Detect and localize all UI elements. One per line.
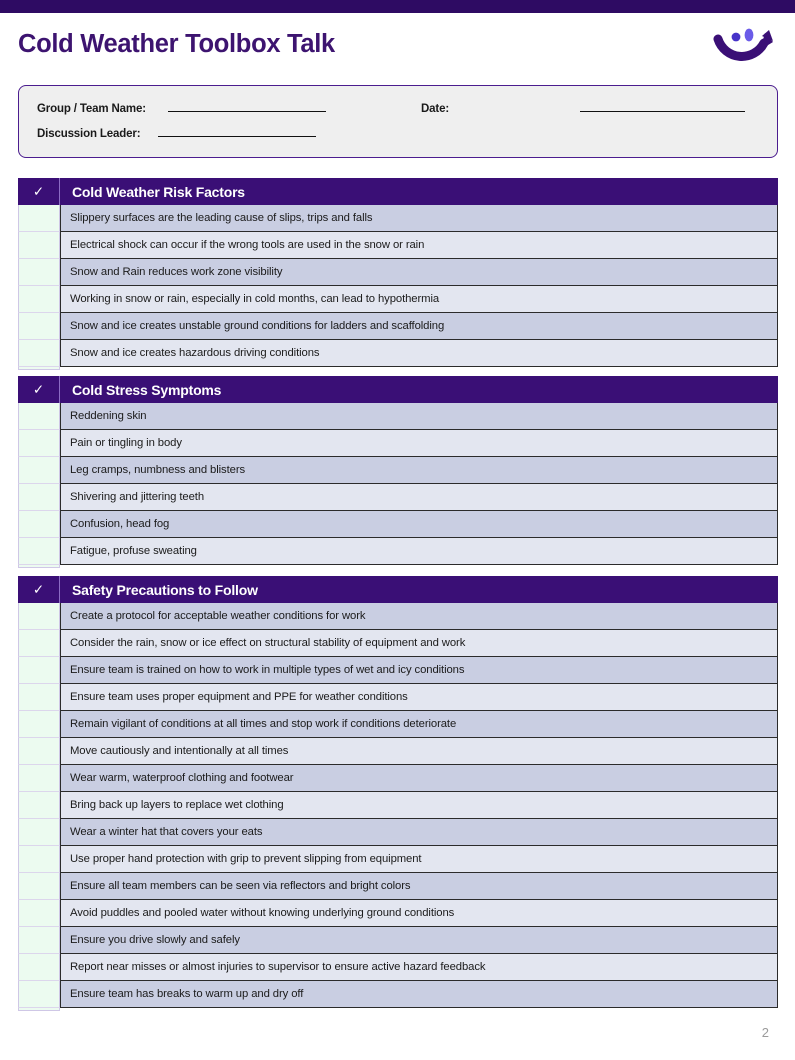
row-text: Move cautiously and intentionally at all times xyxy=(60,738,778,765)
row-checkbox[interactable] xyxy=(18,819,60,846)
section-header xyxy=(18,376,778,403)
group-team-name-field[interactable] xyxy=(37,101,326,115)
checkbox-column-edge xyxy=(18,565,60,568)
row-checkbox[interactable] xyxy=(18,511,60,538)
top-brand-band xyxy=(0,0,795,13)
date-label: Date: xyxy=(421,103,450,115)
row-checkbox[interactable] xyxy=(18,954,60,981)
checkbox-column-edge xyxy=(18,367,60,370)
table-row xyxy=(18,657,778,684)
page-title: Cold Weather Toolbox Talk xyxy=(18,30,335,58)
row-text: Avoid puddles and pooled water without knowing underlying ground conditions xyxy=(60,900,778,927)
row-text: Working in snow or rain, especially in cold months, can lead to hypothermia xyxy=(60,286,778,313)
row-text: Ensure team uses proper equipment and PPE for weather conditions xyxy=(60,684,778,711)
checklist-section-2 xyxy=(18,376,778,568)
date-input[interactable] xyxy=(580,101,745,112)
checklist-section-3 xyxy=(18,576,778,1011)
page-number: 2 xyxy=(761,1025,769,1040)
table-row xyxy=(18,205,778,232)
date-field[interactable] xyxy=(421,101,745,115)
table-row xyxy=(18,792,778,819)
row-checkbox[interactable] xyxy=(18,792,60,819)
row-text: Ensure all team members can be seen via reflectors and bright colors xyxy=(60,873,778,900)
row-checkbox[interactable] xyxy=(18,286,60,313)
table-footer-edge xyxy=(18,565,778,568)
smiley-arrow-logo xyxy=(707,23,781,69)
group-team-name-label: Group / Team Name: xyxy=(37,103,146,115)
row-text: Wear a winter hat that covers your eats xyxy=(60,819,778,846)
discussion-leader-field[interactable] xyxy=(37,126,316,140)
row-checkbox[interactable] xyxy=(18,340,60,367)
row-checkbox[interactable] xyxy=(18,430,60,457)
row-checkbox[interactable] xyxy=(18,232,60,259)
table-row xyxy=(18,684,778,711)
row-text: Remain vigilant of conditions at all times and stop work if conditions deteriorate xyxy=(60,711,778,738)
table-row xyxy=(18,430,778,457)
table-row xyxy=(18,511,778,538)
table-footer-edge xyxy=(18,1008,778,1011)
row-checkbox[interactable] xyxy=(18,630,60,657)
table-row xyxy=(18,538,778,565)
row-checkbox[interactable] xyxy=(18,846,60,873)
document-header xyxy=(0,13,795,82)
footer-spacer xyxy=(60,367,778,370)
check-mark-icon: ✓ xyxy=(18,178,60,205)
row-checkbox[interactable] xyxy=(18,657,60,684)
row-checkbox[interactable] xyxy=(18,259,60,286)
row-text: Pain or tingling in body xyxy=(60,430,778,457)
row-checkbox[interactable] xyxy=(18,603,60,630)
row-checkbox[interactable] xyxy=(18,873,60,900)
row-text: Ensure team is trained on how to work in multiple types of wet and icy conditions xyxy=(60,657,778,684)
row-checkbox[interactable] xyxy=(18,738,60,765)
table-row xyxy=(18,403,778,430)
row-text: Leg cramps, numbness and blisters xyxy=(60,457,778,484)
check-mark-icon: ✓ xyxy=(18,376,60,403)
section-title: Cold Weather Risk Factors xyxy=(72,183,245,200)
table-row xyxy=(18,484,778,511)
footer-spacer xyxy=(60,1008,778,1011)
row-text: Confusion, head fog xyxy=(60,511,778,538)
row-text: Reddening skin xyxy=(60,403,778,430)
table-row xyxy=(18,927,778,954)
row-text: Bring back up layers to replace wet clothing xyxy=(60,792,778,819)
table-row xyxy=(18,738,778,765)
row-checkbox[interactable] xyxy=(18,457,60,484)
row-checkbox[interactable] xyxy=(18,711,60,738)
row-checkbox[interactable] xyxy=(18,484,60,511)
row-checkbox[interactable] xyxy=(18,403,60,430)
section-header xyxy=(18,178,778,205)
table-row xyxy=(18,603,778,630)
table-row xyxy=(18,232,778,259)
section-title: Cold Stress Symptoms xyxy=(72,381,222,398)
row-checkbox[interactable] xyxy=(18,900,60,927)
row-checkbox[interactable] xyxy=(18,927,60,954)
table-row xyxy=(18,286,778,313)
row-text: Wear warm, waterproof clothing and footwear xyxy=(60,765,778,792)
row-text: Fatigue, profuse sweating xyxy=(60,538,778,565)
table-row xyxy=(18,954,778,981)
row-text: Ensure you drive slowly and safely xyxy=(60,927,778,954)
group-team-name-input[interactable] xyxy=(168,101,326,112)
row-checkbox[interactable] xyxy=(18,684,60,711)
row-text: Consider the rain, snow or ice effect on structural stability of equipment and work xyxy=(60,630,778,657)
discussion-leader-label: Discussion Leader: xyxy=(37,128,141,140)
table-row xyxy=(18,873,778,900)
table-row xyxy=(18,819,778,846)
row-checkbox[interactable] xyxy=(18,765,60,792)
check-mark-icon: ✓ xyxy=(18,576,60,603)
row-text: Snow and ice creates hazardous driving conditions xyxy=(60,340,778,367)
row-text: Ensure team has breaks to warm up and dry off xyxy=(60,981,778,1008)
row-checkbox[interactable] xyxy=(18,538,60,565)
table-row xyxy=(18,259,778,286)
table-row xyxy=(18,711,778,738)
table-row xyxy=(18,313,778,340)
row-text: Snow and ice creates unstable ground conditions for ladders and scaffolding xyxy=(60,313,778,340)
row-text: Electrical shock can occur if the wrong tools are used in the snow or rain xyxy=(60,232,778,259)
footer-spacer xyxy=(60,565,778,568)
row-text: Shivering and jittering teeth xyxy=(60,484,778,511)
table-row xyxy=(18,630,778,657)
table-row xyxy=(18,981,778,1008)
checkbox-column-edge xyxy=(18,1008,60,1011)
row-checkbox[interactable] xyxy=(18,313,60,340)
row-text: Report near misses or almost injuries to supervisor to ensure active hazard feedback xyxy=(60,954,778,981)
row-text: Create a protocol for acceptable weather conditions for work xyxy=(60,603,778,630)
checklist-section-1 xyxy=(18,178,778,370)
table-row xyxy=(18,846,778,873)
section-title: Safety Precautions to Follow xyxy=(72,581,258,598)
row-checkbox[interactable] xyxy=(18,981,60,1008)
section-header xyxy=(18,576,778,603)
table-row xyxy=(18,765,778,792)
discussion-leader-input[interactable] xyxy=(158,126,316,137)
meeting-info-box xyxy=(18,85,778,158)
row-text: Use proper hand protection with grip to prevent slipping from equipment xyxy=(60,846,778,873)
row-text: Snow and Rain reduces work zone visibility xyxy=(60,259,778,286)
table-row xyxy=(18,340,778,367)
table-row xyxy=(18,900,778,927)
table-footer-edge xyxy=(18,367,778,370)
row-checkbox[interactable] xyxy=(18,205,60,232)
table-row xyxy=(18,457,778,484)
row-text: Slippery surfaces are the leading cause of slips, trips and falls xyxy=(60,205,778,232)
